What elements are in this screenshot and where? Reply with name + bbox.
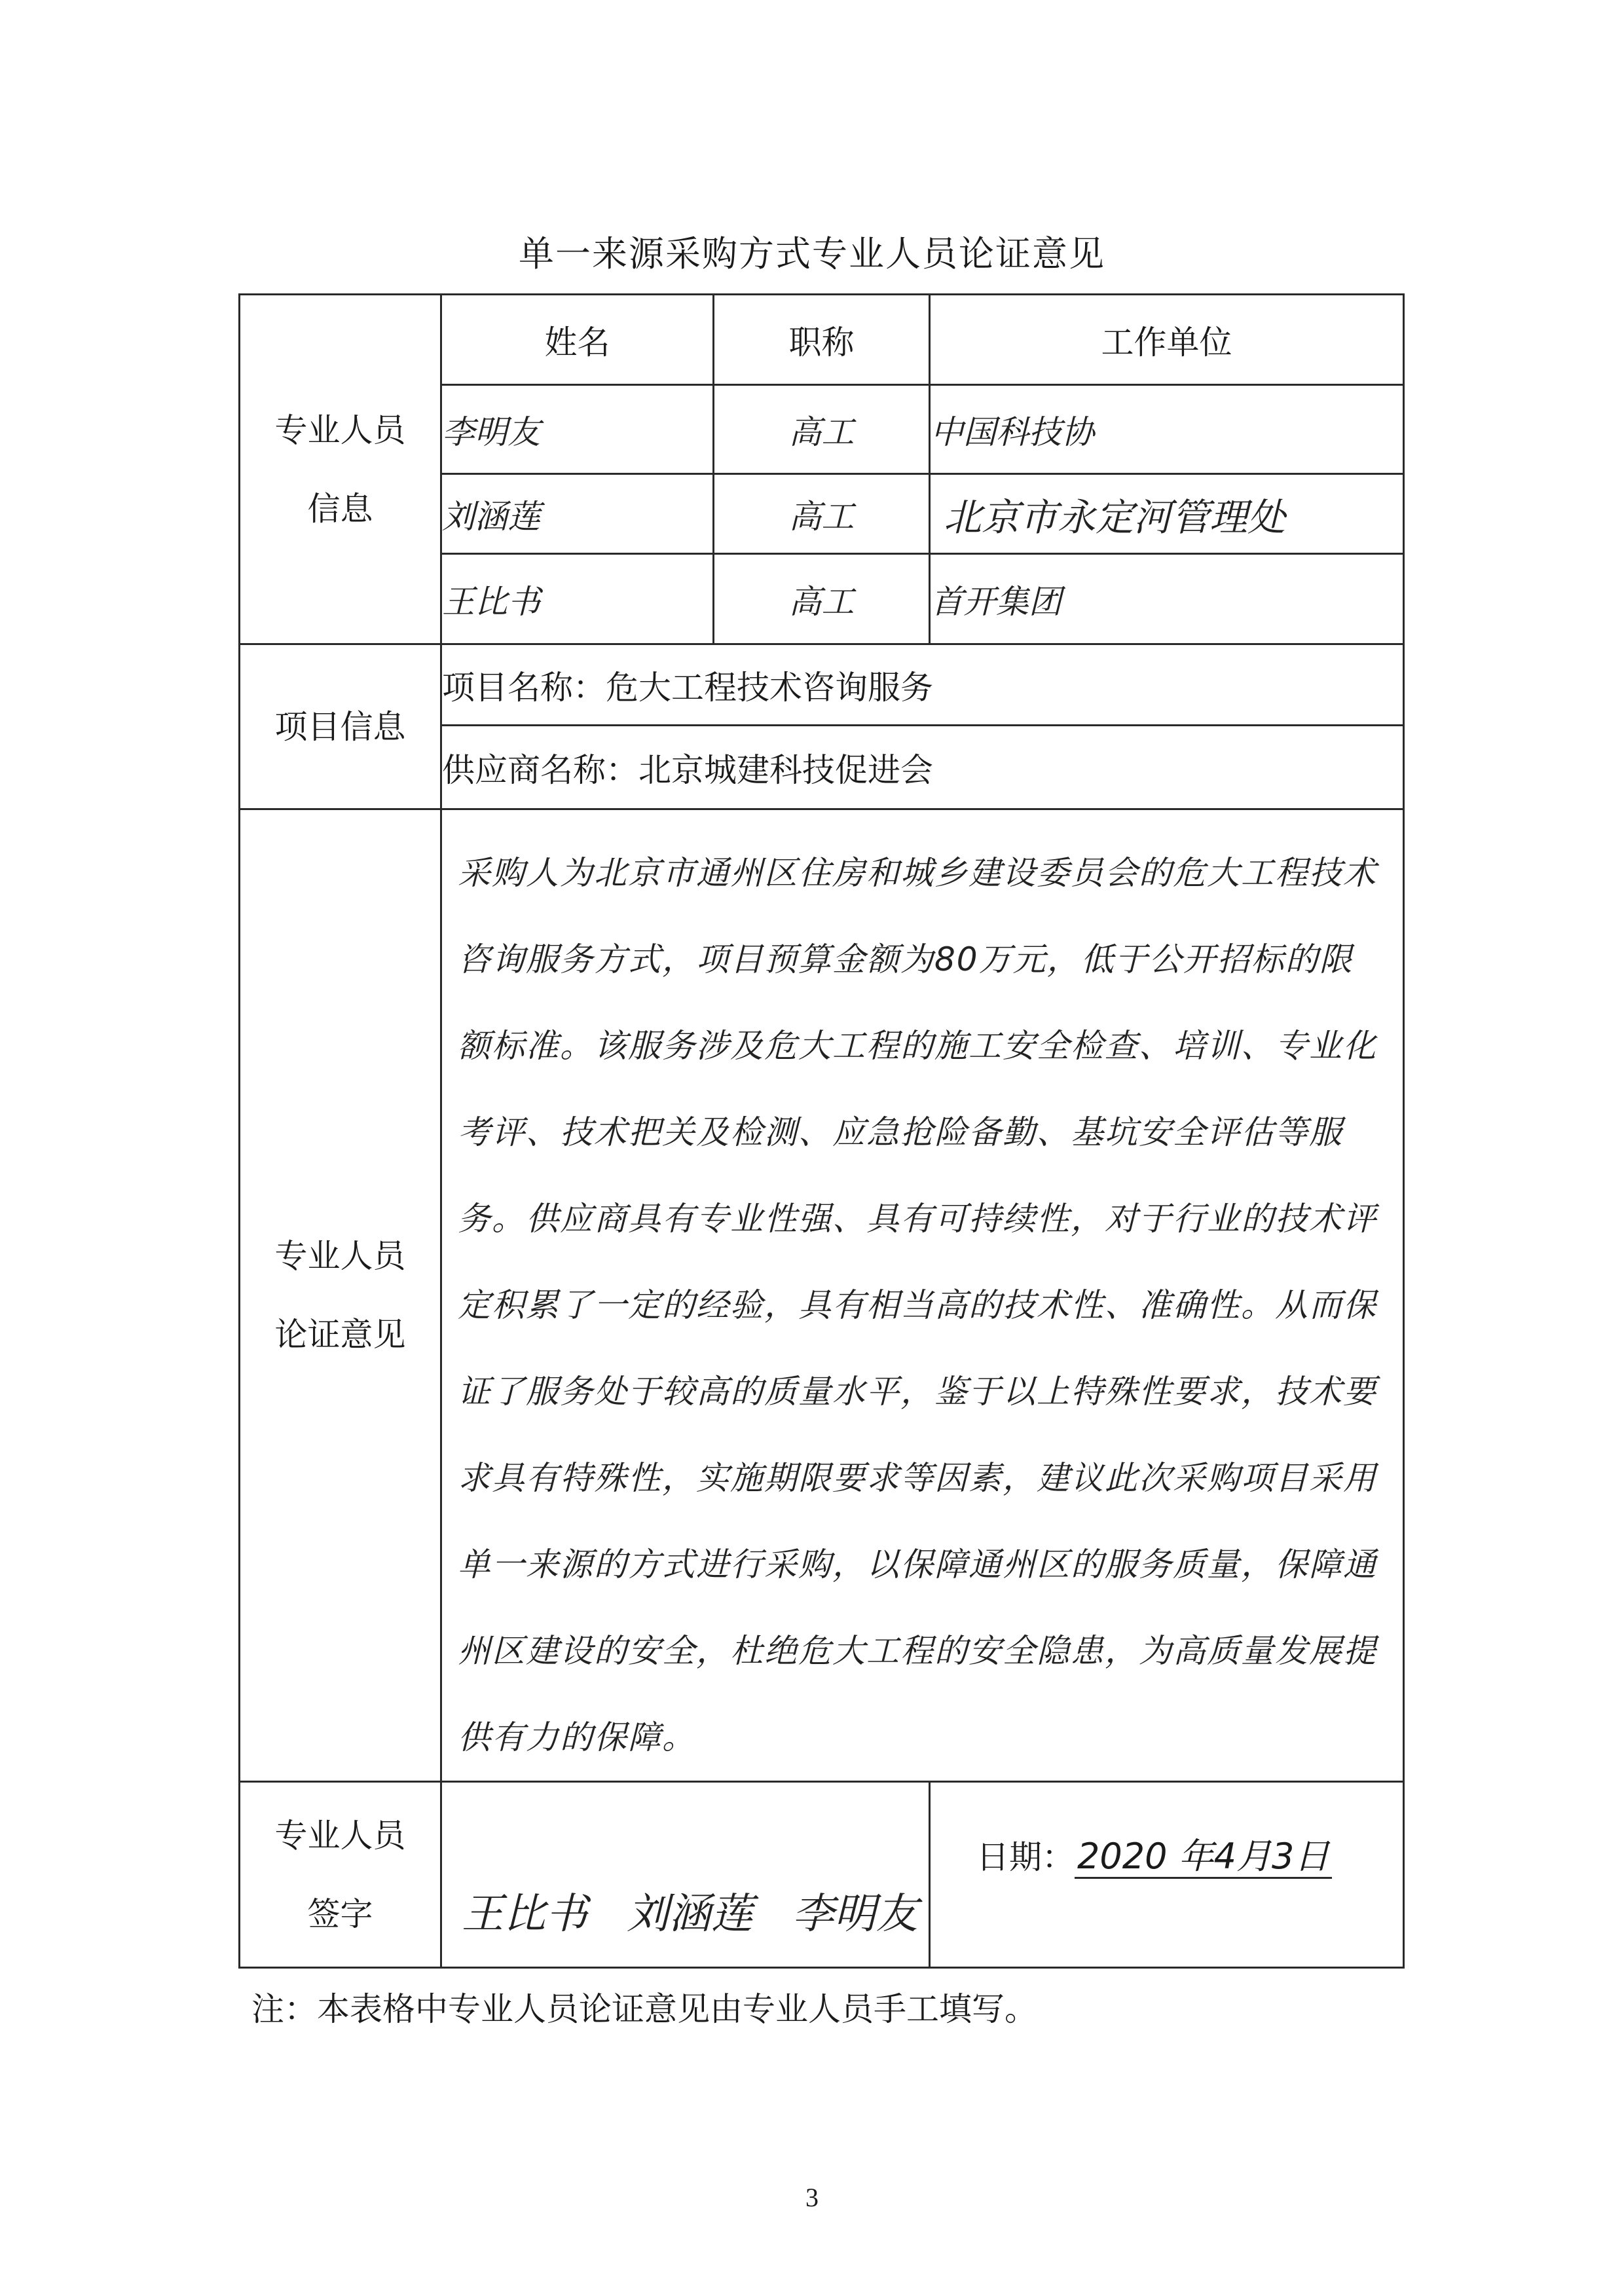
date-value: 2020 年4月3日 (1075, 1836, 1332, 1879)
signature: 王比书 (462, 1890, 587, 1938)
expert-title: 高工 (714, 474, 930, 554)
header-unit: 工作单位 (930, 295, 1404, 385)
expert-name: 刘涵莲 (441, 474, 714, 554)
expert-unit: 北京市永定河管理处 (930, 474, 1404, 554)
expert-header-row (240, 295, 1404, 385)
expert-opinion-form (238, 293, 1405, 1969)
footnote: 注：本表格中专业人员论证意见由专业人员手工填写。 (251, 1990, 1037, 2028)
header-title: 职称 (714, 295, 930, 385)
opinion-row (240, 809, 1404, 1782)
expert-unit: 中国科技协 (930, 385, 1404, 474)
date-label: 日期： (976, 1838, 1075, 1876)
project-name-row (240, 644, 1404, 726)
handwritten-signatures (462, 1880, 944, 1940)
supplier-name: 供应商名称：北京城建科技促进会 (441, 726, 1404, 809)
expert-info-label: 专业人员 信息 (240, 295, 441, 644)
expert-unit: 首开集团 (930, 554, 1404, 644)
expert-name: 王比书 (441, 554, 714, 644)
expert-name: 李明友 (441, 385, 714, 474)
document-title: 单一来源采购方式专业人员论证意见 (519, 233, 1105, 274)
project-info-label: 项目信息 (240, 644, 441, 809)
project-name: 项目名称：危大工程技术咨询服务 (441, 644, 1404, 726)
page-number: 3 (805, 2183, 819, 2212)
signature: 刘涵莲 (627, 1890, 753, 1938)
signature-cell (441, 1782, 930, 1968)
signature: 李明友 (792, 1890, 918, 1938)
opinion-label: 专业人员 论证意见 (240, 809, 441, 1782)
signature-row (240, 1782, 1404, 1968)
header-name: 姓名 (441, 295, 714, 385)
expert-title: 高工 (714, 385, 930, 474)
expert-title: 高工 (714, 554, 930, 644)
date-cell (930, 1782, 1404, 1968)
handwritten-opinion: 采购人为北京市通州区住房和城乡建设委员会的危大工程技术咨询服务方式，项目预算金额为80万元，低于公开招标的限额标准。该服务涉及危大工程的施工安全检查、培训、专业化考评、技术把关及检测、应急抢险备勤、基坑安全评估等服务。供应商具有专业性强、具有可持续性，对于行业的技术评定积累了一定的经验，具有相当高的技术性、准确性。从而保证了服务处于较高的质量水平，鉴于以上特殊性要求，技术要求具有特殊性，实施期限要求等因素，建议此次采购项目采用单一来源的方式进行采购，以保障通州区的服务质量，保障通州区建设的安全，杜绝危大工程的安全隐患，为高质量发展提供有力的保障。 (441, 809, 1404, 1782)
signature-label: 专业人员 签字 (240, 1782, 441, 1968)
